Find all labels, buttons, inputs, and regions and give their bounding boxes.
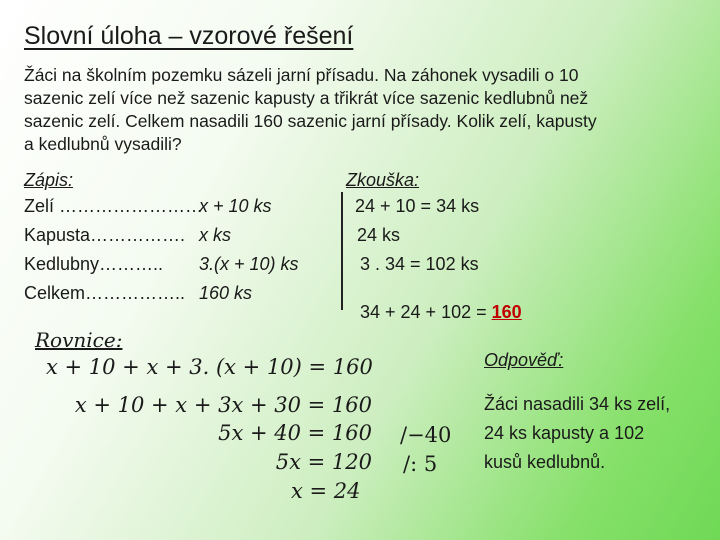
zkouska-line: 3 . 34 = 102 ks	[360, 254, 479, 274]
zapis-row-name: Kedlubny………..	[24, 254, 164, 274]
zkouska-label: Zkouška:	[346, 170, 420, 190]
zapis-row-name: Zelí ……………………	[24, 196, 204, 216]
zapis-row-name: Kapusta…………….	[24, 225, 186, 245]
equation-2: x + 10 + x + 3x + 30 = 160	[74, 393, 372, 417]
odpoved-line: 24 ks kapusty a 102	[484, 423, 645, 443]
odpoved-label: Odpověď:	[484, 350, 564, 370]
task-line: Žáci na školním pozemku sázeli jarní přísadu. Na záhonek vysadili o 10	[24, 65, 579, 85]
task-line: sazenic zelí více než sazenic kapusty a třikrát více sazenic kedlubnů než	[24, 88, 589, 108]
equation-5: x = 24	[291, 479, 361, 503]
zapis-row-value: x ks	[199, 225, 232, 245]
task-line: sazenic zelí. Celkem nasadili 160 sazenic jarní přísady. Kolik zelí, kapusty	[24, 111, 597, 131]
divider-line	[341, 192, 343, 310]
equation-4: 5x = 120	[275, 450, 372, 474]
zkouska-line: 24 + 10 = 34 ks	[355, 196, 480, 216]
page-title: Slovní úloha – vzorové řešení	[24, 22, 354, 50]
odpoved-line: Žáci nasadili 34 ks zelí,	[484, 394, 671, 414]
zapis-row-value: 3.(x + 10) ks	[199, 254, 299, 274]
zapis-row-value: 160 ks	[199, 283, 253, 303]
zapis-label: Zápis:	[24, 170, 74, 190]
task-line: a kedlubnů vysadili?	[24, 134, 182, 154]
equation-1: x + 10 + x + 3. (x + 10) = 160	[46, 355, 373, 379]
zkouska-total-value: 160	[491, 302, 522, 322]
equation-3-operation: /−40	[400, 423, 452, 447]
zkouska-total	[360, 302, 522, 323]
zapis-row-value: x + 10 ks	[199, 196, 272, 216]
zkouska-line: 24 ks	[357, 225, 401, 245]
task-text	[24, 64, 714, 156]
zkouska-total-expression: 34 + 24 + 102 =	[360, 302, 492, 322]
zapis-row-name: Celkem……………..	[24, 283, 186, 303]
equation-3: 5x + 40 = 160	[218, 421, 372, 445]
equation-4-operation: /: 5	[403, 452, 438, 476]
rovnice-label: Rovnice:	[35, 328, 123, 352]
odpoved-line: kusů kedlubnů.	[484, 452, 606, 472]
